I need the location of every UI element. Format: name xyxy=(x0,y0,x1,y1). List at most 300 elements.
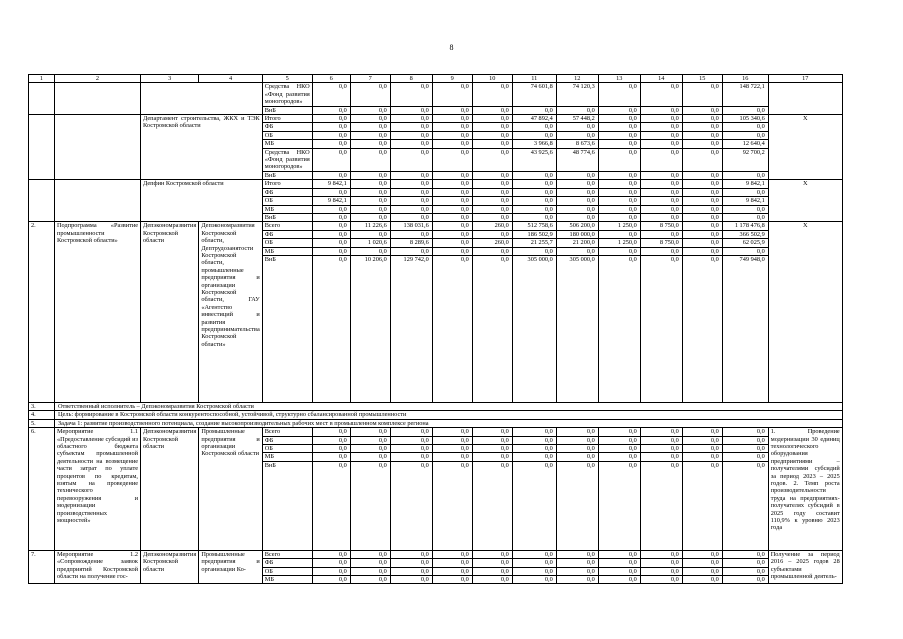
value-cell: 0,0 xyxy=(390,247,432,255)
value-cell: 0,0 xyxy=(350,213,390,221)
column-number-cell: 16 xyxy=(722,75,768,83)
value-cell: 0,0 xyxy=(312,83,350,106)
funding-source-cell: МБ xyxy=(262,453,312,461)
value-cell: 1 178 476,8 xyxy=(722,222,768,230)
funding-source-cell: ВнБ xyxy=(262,171,312,179)
funding-source-cell: Всего xyxy=(262,428,312,436)
value-cell: 0,0 xyxy=(598,213,640,221)
value-cell: 0,0 xyxy=(472,197,512,205)
value-cell: 74 120,3 xyxy=(556,83,598,106)
value-cell: 0,0 xyxy=(598,131,640,139)
column-number-cell: 7 xyxy=(350,75,390,83)
result-cell: 1. Проведение модернизации 30 единиц технологического оборудования предприятиями – получателями субсидий за период 2023 – 2025 годов. 2. Темп роста производительности труда на предприятиях-получателях субсидий в 2025 году составит 110,9% к уровню 2023 года xyxy=(768,428,842,551)
section-row xyxy=(29,411,843,419)
value-cell: 1 250,0 xyxy=(598,222,640,230)
value-cell: 0,0 xyxy=(472,559,512,567)
value-cell: 0,0 xyxy=(312,188,350,196)
value-cell: 0,0 xyxy=(390,576,432,584)
value-cell: 0,0 xyxy=(722,453,768,461)
value-cell: 0,0 xyxy=(312,428,350,436)
value-cell: 0,0 xyxy=(350,197,390,205)
value-cell: 0,0 xyxy=(432,461,472,550)
value-cell: 0,0 xyxy=(556,559,598,567)
value-cell: 0,0 xyxy=(598,461,640,550)
value-cell: 0,0 xyxy=(390,106,432,114)
value-cell: 0,0 xyxy=(472,205,512,213)
value-cell: 0,0 xyxy=(512,559,556,567)
funding-source-cell: ФБ xyxy=(262,188,312,196)
value-cell: 0,0 xyxy=(512,197,556,205)
value-cell: 0,0 xyxy=(472,461,512,550)
value-cell: 0,0 xyxy=(640,131,682,139)
value-cell: 0,0 xyxy=(312,239,350,247)
column-number-cell: 13 xyxy=(598,75,640,83)
result-cell xyxy=(768,83,842,115)
value-cell: 0,0 xyxy=(682,140,722,148)
value-cell: 0,0 xyxy=(432,436,472,444)
value-cell: 0,0 xyxy=(640,140,682,148)
value-cell: 0,0 xyxy=(640,436,682,444)
value-cell: 0,0 xyxy=(312,559,350,567)
value-cell: 9 842,1 xyxy=(722,197,768,205)
value-cell: 0,0 xyxy=(472,123,512,131)
value-cell: 0,0 xyxy=(512,567,556,575)
value-cell: 0,0 xyxy=(312,461,350,550)
value-cell: 0,0 xyxy=(682,453,722,461)
funding-source-cell: Всего xyxy=(262,222,312,230)
value-cell: 0,0 xyxy=(722,436,768,444)
column-number-cell: 11 xyxy=(512,75,556,83)
value-cell: 0,0 xyxy=(556,106,598,114)
value-cell: 105 340,6 xyxy=(722,115,768,123)
program-name-cell: Мероприятие 1.1 «Предоставление субсидий из областного бюджета субъектам промышленной деятельности на возмещение части затрат по уплате процентов по кредитам, взятым на проведение технического перевооружения и модернизации производственных мощностей» xyxy=(55,428,141,551)
value-cell: 74 601,8 xyxy=(512,83,556,106)
value-cell: 0,0 xyxy=(682,171,722,179)
funding-source-cell: МБ xyxy=(262,576,312,584)
value-cell: 0,0 xyxy=(722,428,768,436)
value-cell: 0,0 xyxy=(432,239,472,247)
value-cell: 0,0 xyxy=(472,115,512,123)
value-cell: 0,0 xyxy=(390,188,432,196)
section-row xyxy=(29,402,843,410)
value-cell: 0,0 xyxy=(472,550,512,558)
executor-cell: Депфин Костромской области xyxy=(141,180,263,222)
value-cell: 0,0 xyxy=(512,188,556,196)
funding-source-cell: Средства НКО «Фонд развития моногородов» xyxy=(262,148,312,171)
column-number-cell: 2 xyxy=(55,75,141,83)
value-cell: 57 448,2 xyxy=(556,115,598,123)
row-number-cell: 5. xyxy=(29,419,55,427)
value-cell: 0,0 xyxy=(640,171,682,179)
program-name-cell xyxy=(55,83,141,115)
value-cell: 0,0 xyxy=(682,255,722,402)
value-cell: 0,0 xyxy=(312,436,350,444)
value-cell: 0,0 xyxy=(350,559,390,567)
value-cell: 260,0 xyxy=(472,239,512,247)
value-cell: 0,0 xyxy=(350,550,390,558)
value-cell: 0,0 xyxy=(472,230,512,238)
value-cell: 9 842,1 xyxy=(722,180,768,188)
value-cell: 0,0 xyxy=(312,106,350,114)
value-cell: 0,0 xyxy=(390,461,432,550)
value-cell: 0,0 xyxy=(312,230,350,238)
value-cell: 0,0 xyxy=(598,255,640,402)
section-text-cell: Задача 1: развитие производственного потенциала, создание высокопроизводительных рабочих мест в промышленном комплексе региона xyxy=(55,419,843,427)
value-cell: 0,0 xyxy=(312,115,350,123)
value-cell: 0,0 xyxy=(556,205,598,213)
program-name-cell: Мероприятие 1.2 «Сопровождение заявок предприятий Костромской области на получение гос- xyxy=(55,550,141,584)
value-cell: 305 000,0 xyxy=(556,255,598,402)
value-cell: 0,0 xyxy=(640,106,682,114)
value-cell: 0,0 xyxy=(432,123,472,131)
funding-source-cell: ВнБ xyxy=(262,461,312,550)
column-number-cell: 3 xyxy=(141,75,199,83)
value-cell: 0,0 xyxy=(682,83,722,106)
value-cell: 0,0 xyxy=(556,213,598,221)
value-cell: 8 750,0 xyxy=(640,239,682,247)
value-cell: 0,0 xyxy=(556,453,598,461)
value-cell: 129 742,0 xyxy=(390,255,432,402)
value-cell: 0,0 xyxy=(512,123,556,131)
value-cell: 0,0 xyxy=(682,131,722,139)
value-cell: 0,0 xyxy=(472,444,512,452)
value-cell: 0,0 xyxy=(472,106,512,114)
value-cell: 0,0 xyxy=(350,83,390,106)
funding-source-cell: Средства НКО «Фонд развития моногородов» xyxy=(262,83,312,106)
program-name-cell: Подпрограмма «Развитие промышленности Костромской области» xyxy=(55,222,141,403)
value-cell: 0,0 xyxy=(472,453,512,461)
value-cell: 0,0 xyxy=(640,197,682,205)
value-cell: 0,0 xyxy=(390,140,432,148)
value-cell: 0,0 xyxy=(512,247,556,255)
funding-source-cell: ОБ xyxy=(262,239,312,247)
value-cell: 0,0 xyxy=(312,550,350,558)
value-cell: 0,0 xyxy=(390,428,432,436)
value-cell: 0,0 xyxy=(432,576,472,584)
value-cell: 0,0 xyxy=(598,83,640,106)
value-cell: 0,0 xyxy=(350,180,390,188)
value-cell: 0,0 xyxy=(682,436,722,444)
value-cell: 0,0 xyxy=(350,461,390,550)
coexecutor-cell: Промышленные предприятия и организации Костромской области xyxy=(199,428,262,551)
value-cell: 0,0 xyxy=(350,115,390,123)
value-cell: 0,0 xyxy=(640,461,682,550)
value-cell: 0,0 xyxy=(640,115,682,123)
value-cell: 0,0 xyxy=(722,550,768,558)
value-cell: 0,0 xyxy=(350,444,390,452)
value-cell: 0,0 xyxy=(682,247,722,255)
value-cell: 0,0 xyxy=(682,222,722,230)
value-cell: 0,0 xyxy=(682,444,722,452)
row-number-cell: 7. xyxy=(29,550,55,584)
value-cell: 0,0 xyxy=(598,123,640,131)
row-number-cell xyxy=(29,115,55,180)
value-cell: 8 750,0 xyxy=(640,222,682,230)
value-cell: 0,0 xyxy=(472,131,512,139)
executor-cell xyxy=(141,83,263,115)
value-cell: 0,0 xyxy=(640,428,682,436)
value-cell: 506 200,0 xyxy=(556,222,598,230)
value-cell: 0,0 xyxy=(598,115,640,123)
value-cell: 21 200,0 xyxy=(556,239,598,247)
table-row xyxy=(29,222,843,230)
value-cell: 0,0 xyxy=(556,188,598,196)
value-cell: 0,0 xyxy=(598,171,640,179)
value-cell: 0,0 xyxy=(598,230,640,238)
value-cell: 0,0 xyxy=(432,255,472,402)
value-cell: 0,0 xyxy=(640,213,682,221)
value-cell: 0,0 xyxy=(390,567,432,575)
value-cell: 0,0 xyxy=(640,550,682,558)
value-cell: 0,0 xyxy=(640,188,682,196)
value-cell: 0,0 xyxy=(472,188,512,196)
row-number-cell: 2. xyxy=(29,222,55,403)
column-number-cell: 6 xyxy=(312,75,350,83)
value-cell: 0,0 xyxy=(312,171,350,179)
value-cell: 0,0 xyxy=(682,197,722,205)
value-cell: 0,0 xyxy=(472,171,512,179)
value-cell: 0,0 xyxy=(432,213,472,221)
funding-source-cell: ОБ xyxy=(262,444,312,452)
value-cell: 0,0 xyxy=(350,453,390,461)
value-cell: 0,0 xyxy=(350,106,390,114)
table-row xyxy=(29,115,843,123)
funding-source-cell: МБ xyxy=(262,247,312,255)
value-cell: 0,0 xyxy=(556,131,598,139)
value-cell: 0,0 xyxy=(682,550,722,558)
table-row xyxy=(29,180,843,188)
value-cell: 0,0 xyxy=(472,576,512,584)
value-cell: 0,0 xyxy=(472,428,512,436)
value-cell: 0,0 xyxy=(472,148,512,171)
value-cell: 0,0 xyxy=(350,123,390,131)
program-name-cell xyxy=(55,180,141,222)
value-cell: 0,0 xyxy=(432,567,472,575)
value-cell: 0,0 xyxy=(598,197,640,205)
value-cell: 0,0 xyxy=(350,230,390,238)
column-number-cell: 12 xyxy=(556,75,598,83)
value-cell: 0,0 xyxy=(432,171,472,179)
value-cell: 0,0 xyxy=(682,461,722,550)
value-cell: 0,0 xyxy=(350,140,390,148)
value-cell: 0,0 xyxy=(598,550,640,558)
value-cell: 0,0 xyxy=(598,567,640,575)
value-cell: 0,0 xyxy=(640,123,682,131)
value-cell: 1 020,6 xyxy=(350,239,390,247)
value-cell: 0,0 xyxy=(390,550,432,558)
value-cell: 0,0 xyxy=(432,106,472,114)
value-cell: 0,0 xyxy=(312,247,350,255)
value-cell: 0,0 xyxy=(640,247,682,255)
table-row xyxy=(29,428,843,436)
value-cell: 0,0 xyxy=(432,140,472,148)
value-cell: 0,0 xyxy=(682,567,722,575)
value-cell: 0,0 xyxy=(682,148,722,171)
value-cell: 0,0 xyxy=(722,247,768,255)
value-cell: 0,0 xyxy=(598,444,640,452)
value-cell: 0,0 xyxy=(350,436,390,444)
column-number-cell: 1 xyxy=(29,75,55,83)
value-cell: 0,0 xyxy=(722,131,768,139)
result-cell: Получение за период 2016 – 2025 годов 28 субъектами промышленной деятель- xyxy=(768,550,842,584)
column-number-cell: 8 xyxy=(390,75,432,83)
value-cell: 0,0 xyxy=(512,461,556,550)
value-cell: 0,0 xyxy=(598,247,640,255)
value-cell: 0,0 xyxy=(432,83,472,106)
value-cell: 0,0 xyxy=(682,428,722,436)
column-number-cell: 14 xyxy=(640,75,682,83)
value-cell: 0,0 xyxy=(640,83,682,106)
value-cell: 9 842,1 xyxy=(312,197,350,205)
row-number-cell xyxy=(29,180,55,222)
value-cell: 0,0 xyxy=(556,576,598,584)
value-cell: 0,0 xyxy=(640,576,682,584)
result-cell: X xyxy=(768,115,842,180)
value-cell: 11 226,6 xyxy=(350,222,390,230)
value-cell: 0,0 xyxy=(682,115,722,123)
value-cell: 0,0 xyxy=(472,255,512,402)
funding-source-cell: ОБ xyxy=(262,197,312,205)
value-cell: 186 502,9 xyxy=(512,230,556,238)
funding-source-cell: Итого xyxy=(262,115,312,123)
value-cell: 0,0 xyxy=(512,428,556,436)
funding-source-cell: МБ xyxy=(262,140,312,148)
section-text-cell: Ответственный исполнитель – Депэкономразвития Костромской области xyxy=(55,402,843,410)
value-cell: 138 031,6 xyxy=(390,222,432,230)
value-cell: 0,0 xyxy=(432,230,472,238)
value-cell: 0,0 xyxy=(432,148,472,171)
value-cell: 0,0 xyxy=(722,205,768,213)
value-cell: 0,0 xyxy=(312,213,350,221)
value-cell: 0,0 xyxy=(350,188,390,196)
value-cell: 0,0 xyxy=(390,123,432,131)
value-cell: 0,0 xyxy=(390,131,432,139)
column-number-cell: 5 xyxy=(262,75,312,83)
value-cell: 0,0 xyxy=(472,83,512,106)
value-cell: 0,0 xyxy=(512,205,556,213)
value-cell: 0,0 xyxy=(390,559,432,567)
row-number-cell: 6. xyxy=(29,428,55,551)
table-row xyxy=(29,550,843,558)
value-cell: 0,0 xyxy=(432,453,472,461)
value-cell: 0,0 xyxy=(640,148,682,171)
value-cell: 0,0 xyxy=(722,576,768,584)
value-cell: 0,0 xyxy=(682,188,722,196)
value-cell: 0,0 xyxy=(556,123,598,131)
value-cell: 0,0 xyxy=(512,436,556,444)
value-cell: 0,0 xyxy=(432,115,472,123)
value-cell: 0,0 xyxy=(472,180,512,188)
value-cell: 0,0 xyxy=(312,567,350,575)
value-cell: 0,0 xyxy=(432,131,472,139)
column-number-cell: 17 xyxy=(768,75,842,83)
value-cell: 0,0 xyxy=(472,140,512,148)
value-cell: 0,0 xyxy=(432,205,472,213)
row-number-cell: 4. xyxy=(29,411,55,419)
value-cell: 0,0 xyxy=(312,123,350,131)
value-cell: 0,0 xyxy=(512,550,556,558)
value-cell: 0,0 xyxy=(598,559,640,567)
value-cell: 0,0 xyxy=(512,180,556,188)
column-number-cell: 4 xyxy=(199,75,262,83)
value-cell: 0,0 xyxy=(640,255,682,402)
executor-cell: Департамент строительства, ЖКХ и ТЭК Костромской области xyxy=(141,115,263,180)
column-number-cell: 10 xyxy=(472,75,512,83)
value-cell: 0,0 xyxy=(350,576,390,584)
value-cell: 0,0 xyxy=(556,247,598,255)
value-cell: 0,0 xyxy=(640,230,682,238)
value-cell: 0,0 xyxy=(598,180,640,188)
value-cell: 0,0 xyxy=(640,444,682,452)
responsible-cell: Депэкономразвития Костромской области xyxy=(141,550,199,584)
value-cell: 0,0 xyxy=(390,180,432,188)
value-cell: 0,0 xyxy=(722,213,768,221)
coexecutor-cell: Промышленные предприятия и организации Ко- xyxy=(199,550,262,584)
funding-source-cell: ОБ xyxy=(262,131,312,139)
value-cell: 47 892,4 xyxy=(512,115,556,123)
value-cell: 0,0 xyxy=(556,567,598,575)
funding-source-cell: ВнБ xyxy=(262,106,312,114)
value-cell: 0,0 xyxy=(556,197,598,205)
value-cell: 43 925,6 xyxy=(512,148,556,171)
value-cell: 0,0 xyxy=(556,428,598,436)
value-cell: 0,0 xyxy=(432,188,472,196)
value-cell: 0,0 xyxy=(432,247,472,255)
value-cell: 0,0 xyxy=(640,205,682,213)
section-row xyxy=(29,419,843,427)
responsible-cell: Депэкономразвития Костромской области xyxy=(141,222,199,403)
value-cell: 0,0 xyxy=(312,222,350,230)
value-cell: 0,0 xyxy=(390,197,432,205)
value-cell: 0,0 xyxy=(432,444,472,452)
responsible-cell: Депэкономразвития Костромской области xyxy=(141,428,199,551)
value-cell: 0,0 xyxy=(350,247,390,255)
value-cell: 0,0 xyxy=(640,567,682,575)
funding-source-cell: Всего xyxy=(262,550,312,558)
value-cell: 0,0 xyxy=(556,180,598,188)
value-cell: 0,0 xyxy=(640,559,682,567)
value-cell: 0,0 xyxy=(722,123,768,131)
value-cell: 0,0 xyxy=(598,148,640,171)
value-cell: 0,0 xyxy=(432,550,472,558)
value-cell: 0,0 xyxy=(390,83,432,106)
value-cell: 0,0 xyxy=(472,247,512,255)
funding-source-cell: ВнБ xyxy=(262,255,312,402)
value-cell: 0,0 xyxy=(556,461,598,550)
value-cell: 0,0 xyxy=(512,171,556,179)
value-cell: 0,0 xyxy=(390,171,432,179)
value-cell: 0,0 xyxy=(432,559,472,567)
value-cell: 0,0 xyxy=(722,171,768,179)
column-number-cell: 9 xyxy=(432,75,472,83)
value-cell: 0,0 xyxy=(722,461,768,550)
value-cell: 0,0 xyxy=(350,148,390,171)
program-name-cell xyxy=(55,115,141,180)
value-cell: 0,0 xyxy=(512,131,556,139)
funding-source-cell: МБ xyxy=(262,205,312,213)
value-cell: 0,0 xyxy=(312,453,350,461)
budget-table xyxy=(28,74,843,584)
value-cell: 0,0 xyxy=(556,444,598,452)
value-cell: 0,0 xyxy=(432,197,472,205)
value-cell: 8 673,6 xyxy=(556,140,598,148)
value-cell: 0,0 xyxy=(682,576,722,584)
value-cell: 0,0 xyxy=(512,106,556,114)
value-cell: 0,0 xyxy=(598,205,640,213)
value-cell: 0,0 xyxy=(598,576,640,584)
value-cell: 180 000,0 xyxy=(556,230,598,238)
value-cell: 0,0 xyxy=(432,428,472,436)
